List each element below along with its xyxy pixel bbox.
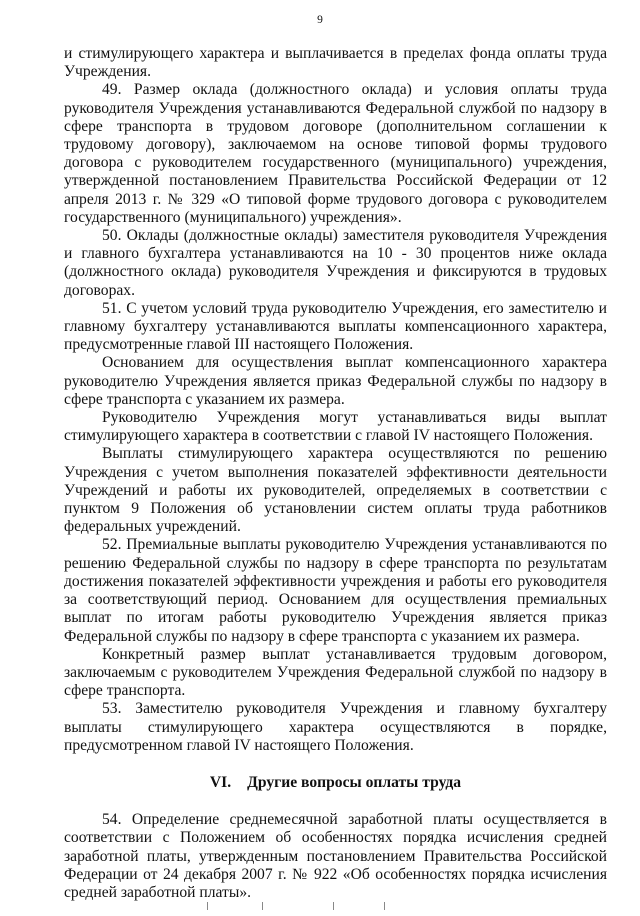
paragraph: Руководителю Учреждения могут устанавливаться виды выплат стимулирующего характера в соответствии с главой IV настоящего Положения. xyxy=(64,409,607,445)
paragraph: 51. С учетом условий труда руководителю Учреждения, его заместителю и главному бухгалтеру устанавливаются выплаты компенсационного характера, предусмотренные главой III настоящего Положения. xyxy=(64,299,607,354)
paragraph: и стимулирующего характера и выплачивается в пределах фонда оплаты труда Учреждения. xyxy=(64,45,607,81)
paragraph: 52. Премиальные выплаты руководителю Учреждения устанавливаются по решению Федеральной службы по надзору в сфере транспорта по результатам достижения показателей эффективности учреждения и работы его руководителя за соответствующий период. Основанием для осуществления премиальных выплат по итогам работы руководителю Учреждения является приказ Федеральной службы по надзору в сфере транспорта с указанием их размера. xyxy=(64,536,607,645)
section-title: Другие вопросы оплаты труда xyxy=(247,773,462,791)
page-number: 9 xyxy=(317,14,323,26)
paragraph: Выплаты стимулирующего характера осуществляются по решению Учреждения с учетом выполнения показателей эффективности деятельности Учреждений и работы их руководителей, определяемых в соответствии с пунктом 9 Положения об установлении систем оплаты труда работников федеральных учреждений. xyxy=(64,445,607,536)
scan-mark xyxy=(384,902,385,910)
scan-mark xyxy=(207,902,208,910)
section-heading xyxy=(64,774,607,792)
scan-mark xyxy=(333,902,334,910)
paragraphs-after-section xyxy=(64,811,607,902)
paragraphs-before-section xyxy=(64,45,607,755)
paragraph: 50. Оклады (должностные оклады) заместителя руководителя Учреждения и главного бухгалтера устанавливаются на 10 - 30 процентов ниже оклада (должностного оклада) руководителя Учреждения и фиксируются в трудовых договорах. xyxy=(64,227,607,299)
paragraph: 49. Размер оклада (должностного оклада) и условия оплаты труда руководителя Учреждения устанавливаются Федеральной службой по надзору в сфере транспорта в трудовом договоре (дополнительном соглашении к трудовому договору), заключаемом на основе типовой формы трудового договора с руководителем государственного (муниципального) учреждения, утвержденной постановлением Правительства Российской Федерации от 12 апреля 2013 г. № 329 «О типовой форме трудового договора с руководителем государственного (муниципального) учреждения». xyxy=(64,81,607,226)
paragraph: 53. Заместителю руководителя Учреждения и главному бухгалтеру выплаты стимулирующего характера осуществляются в порядке, предусмотренном главой IV настоящего Положения. xyxy=(64,700,607,754)
scan-mark xyxy=(262,902,263,910)
section-number: VI. xyxy=(209,773,232,791)
paragraph: Конкретный размер выплат устанавливается трудовым договором, заключаемым с руководителем Учреждения Федеральной службой по надзору в сфере транспорта. xyxy=(64,645,607,700)
paragraph: 54. Определение среднемесячной заработной платы осуществляется в соответствии с Положением об особенностях порядка исчисления средней заработной платы, утвержденным постановлением Правительства Российской Федерации от 24 декабря 2007 г. № 922 «Об особенностях порядка исчисления средней заработной платы». xyxy=(64,811,607,901)
paragraph: Основанием для осуществления выплат компенсационного характера руководителю Учреждения является приказ Федеральной службы по надзору в сфере транспорта с указанием их размера. xyxy=(64,354,607,408)
document-body xyxy=(64,45,607,902)
